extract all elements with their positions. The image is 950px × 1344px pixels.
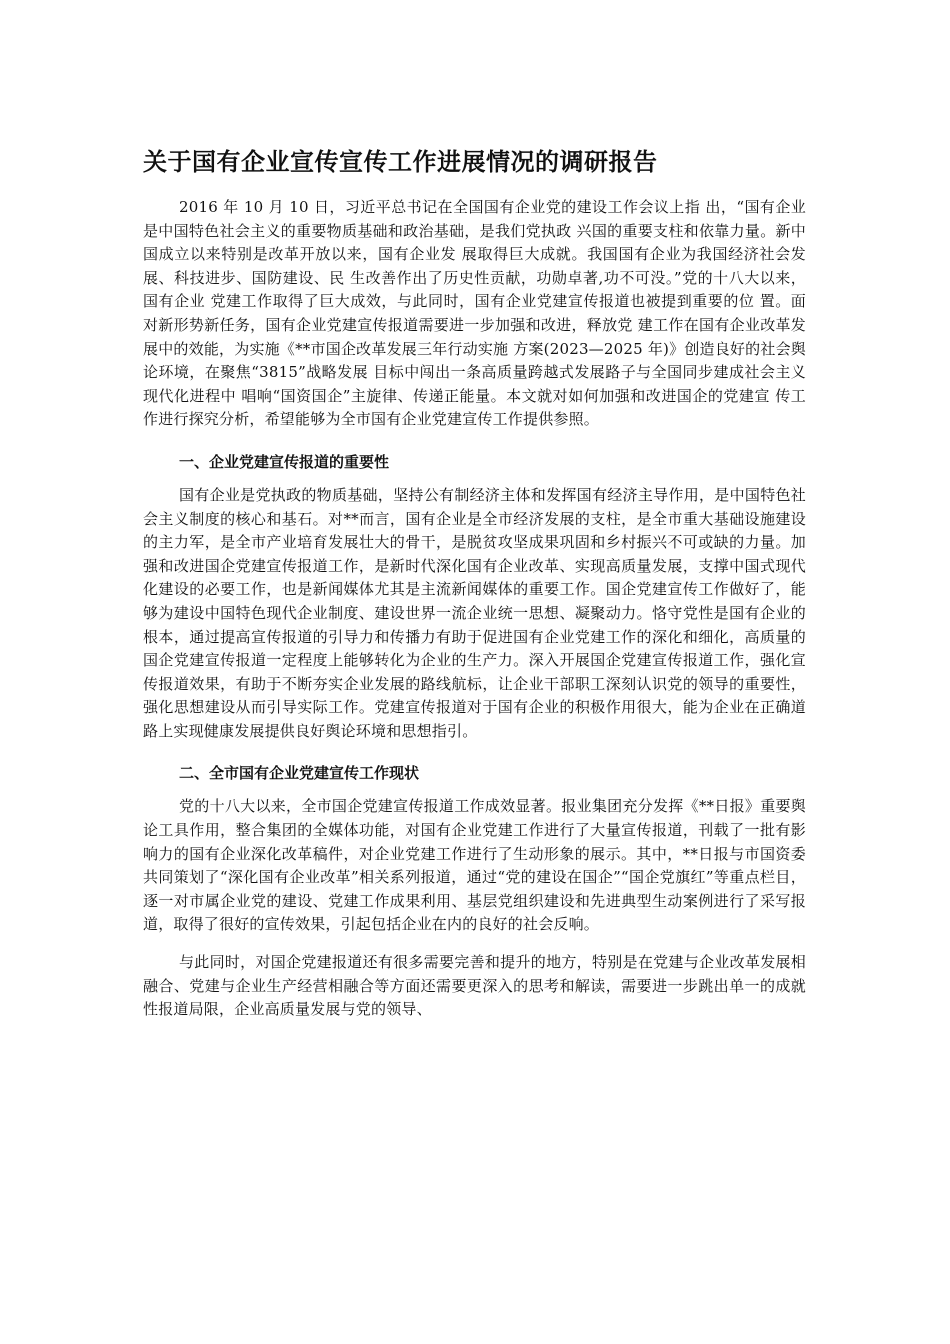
section-2-paragraph-1: 党的十八大以来，全市国企党建宣传报道工作成效显著。报业集团充分发挥《**日报》重要舆论工具作用，整合集团的全媒体功能，对国有企业党建工作进行了大量宣传报道，刊载了一批有影响力的国有企业深化改革稿件，对企业党建工作进行了生动形象的展示。其中，**日报与市国资委共同策划了“深化国有企业改革”相关系列报道，通过“党的建设在国企”“国企党旗红”等重点栏目，逐一对市属企业党的建设、党建工作成果利用、基层党组织建设和先进典型生动案例进行了采写报道，取得了很好的宣传效果，引起包括企业在内的良好的社会反响。 (143, 797, 806, 934)
section-heading-2: 二、全市国有企业党建宣传工作现状 (179, 764, 420, 783)
section-heading-1: 一、企业党建宣传报道的重要性 (179, 452, 390, 471)
section-1-paragraph: 国有企业是党执政的物质基础，坚持公有制经济主体和发挥国有经济主导作用，是中国特色社会主义制度的核心和基石。对**而言，国有企业是全市经济发展的支柱，是全市重大基础设施建设的主力军，是全市产业培育发展壮大的骨干，是脱贫攻坚成果巩固和乡村振兴不可或缺的力量。加强和改进国企党建宣传报道工作，是新时代深化国有企业改革、实现高质量发展，支撑中国式现代化建设的必要工作，也是新闻媒体尤其是主流新闻媒体的重要工作。国企党建宣传工作做好了，能够为建设中国特色现代企业制度、建设世界一流企业统一思想、凝聚动力。恪守党性是国有企业的根本，通过提高宣传报道的引导力和传播力有助于促进国有企业党建工作的深化和细化，高质量的国企党建宣传报道一定程度上能够转化为企业的生产力。深入开展国企党建宣传报道工作，强化宣传报道效果，有助于不断夯实企业发展的路线航标，让企业干部职工深刻认识党的领导的重要性，强化思想建设从而引导实际工作。党建宣传报道对于国有企业的积极作用很大，能为企业在正确道路上实现健康发展提供良好舆论环境和思想指引。 (143, 485, 806, 740)
intro-paragraph: 2016 年 10 月 10 日，习近平总书记在全国国有企业党的建设工作会议上指 出，“国有企业是中国特色社会主义的重要物质基础和政治基础，是我们党执政 兴国的重要支柱和依靠力量。新中国成立以来特别是改革开放以来，国有企业发 展取得巨大成就。我国国有企业为我国经济社会发展、科技进步、国防建设、民 生改善作出了历史性贡献，功勋卓著,功不可没。”党的十八大以来，国有企业 党建工作取得了巨大成效，与此同时，国有企业党建宣传报道也被提到重要的位 置。面对新形势新任务，国有企业党建宣传报道需要进一步加强和改进，释放党 建工作在国有企业改革发展中的效能，为实施《**市国企改革发展三年行动实施 方案(2023—2025 年)》创造良好的社会舆论环境，在聚焦“3815”战略发展 目标中闯出一条高质量跨越式发展路子与全国同步建成社会主义现代化进程中 唱响“国资国企”主旋律、传递正能量。本文就对如何加强和改进国企的党建宣 传工作进行探究分析，希望能够为全市国有企业党建宣传工作提供参照。 (143, 198, 806, 429)
section-2-paragraph-2: 与此同时，对国企党建报道还有很多需要完善和提升的地方，特别是在党建与企业改革发展相融合、党建与企业生产经营相融合等方面还需要更深入的思考和解读，需要进一步跳出单一的成就性报道局限，企业高质量发展与党的领导、 (143, 953, 806, 1019)
document-body (143, 196, 806, 1028)
document-title: 关于国有企业宣传宣传工作进展情况的调研报告 (143, 148, 658, 176)
